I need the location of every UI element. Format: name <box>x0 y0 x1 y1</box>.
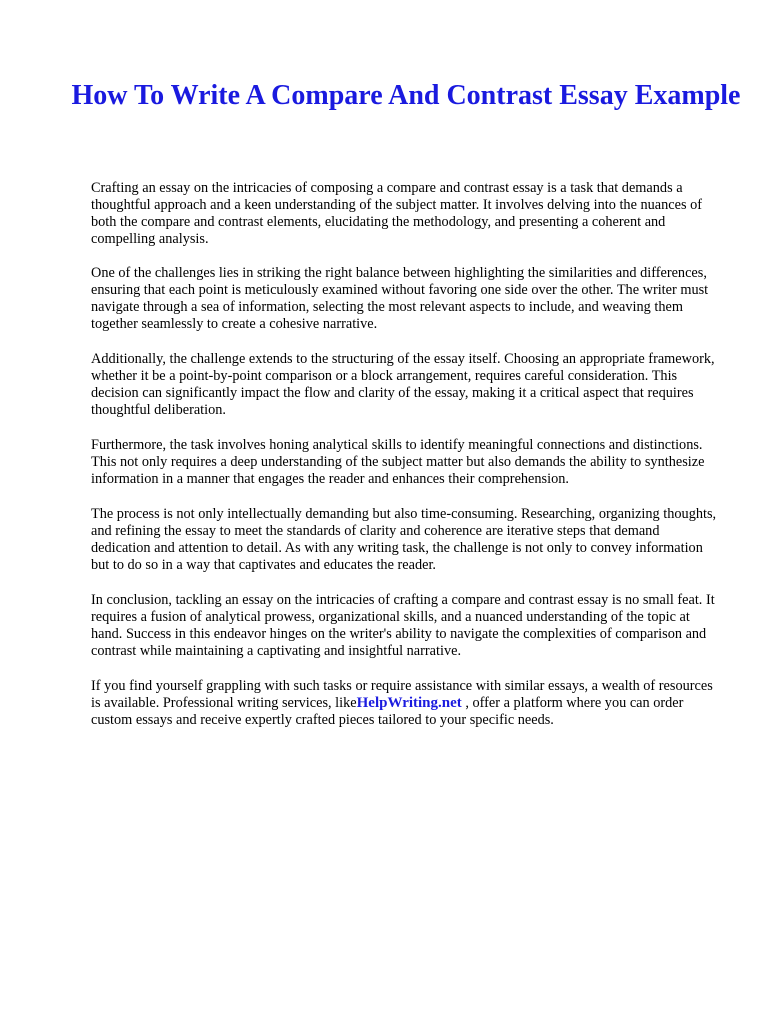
closing-text-after-link: , offer a platform where you can order custom essays and receive expertly crafted pieces tailored to your specific needs. <box>91 695 684 728</box>
paragraph-3: Additionally, the challenge extends to the structuring of the essay itself. Choosing an appropriate framework, whether it be a point-by-point comparison or a block arrangement, requires careful consideration. This decision can significantly impact the flow and clarity of the essay, making it a critical aspect that requires thoughtful deliberation. <box>91 351 715 418</box>
closing-text-before-link: If you find yourself grappling with such tasks or require assistance with similar essays, a wealth of resources is available. Professional writing services, like <box>91 678 713 711</box>
paragraph-1: Crafting an essay on the intricacies of composing a compare and contrast essay is a task that demands a thoughtful approach and a keen understanding of the subject matter. It involves delving into the nuances of both the compare and contrast elements, elucidating the methodology, and presenting a coherent and compelling analysis. <box>91 180 703 247</box>
helpwriting-link[interactable]: HelpWriting.net <box>356 695 462 711</box>
paragraph-4: Furthermore, the task involves honing analytical skills to identify meaningful connections and distinctions. This not only requires a deep understanding of the subject matter but also demands the ability to synthesize information in a manner that engages the reader and enhances their comprehension. <box>91 437 705 487</box>
closing-paragraph <box>91 678 721 729</box>
document-body <box>91 180 721 747</box>
document-title: How To Write A Compare And Contrast Essay Example <box>71 80 741 111</box>
paragraph-6: In conclusion, tackling an essay on the intricacies of crafting a compare and contrast essay is no small feat. It requires a fusion of analytical prowess, organizational skills, and a nuanced understanding of the topic at hand. Success in this endeavor hinges on the writer's ability to navigate the complexities of comparison and contrast while maintaining a captivating and insightful narrative. <box>91 592 715 659</box>
paragraph-2: One of the challenges lies in striking the right balance between highlighting the similarities and differences, ensuring that each point is meticulously examined without favoring one side over the other. The writer must navigate through a sea of information, selecting the most relevant aspects to include, and weaving them together seamlessly to create a cohesive narrative. <box>91 265 709 332</box>
paragraph-5: The process is not only intellectually demanding but also time-consuming. Researching, organizing thoughts, and refining the essay to meet the standards of clarity and coherence are iterative steps that demand dedication and attention to detail. As with any writing task, the challenge is not only to convey information but to do so in a way that captivates and educates the reader. <box>91 506 717 573</box>
